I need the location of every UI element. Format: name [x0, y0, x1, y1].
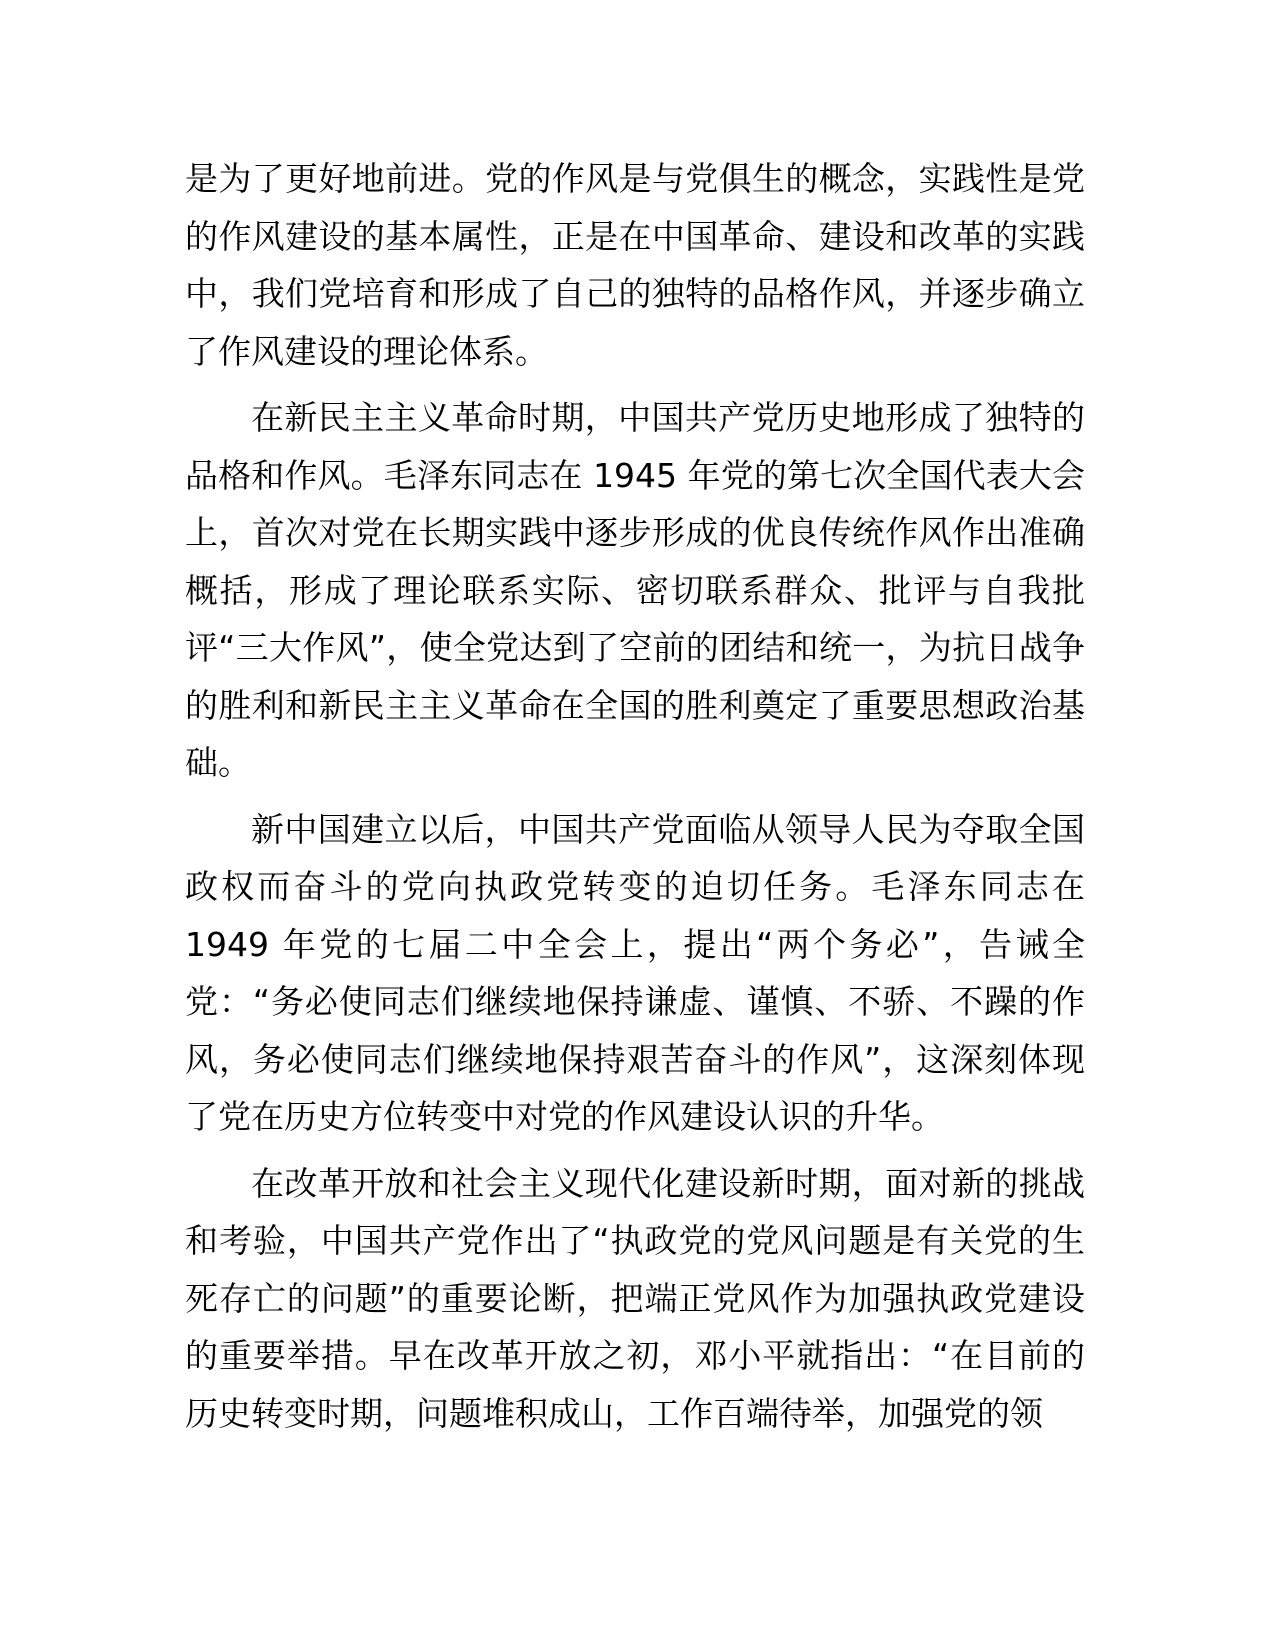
paragraph-continuation: 是为了更好地前进。党的作风是与党俱生的概念，实践性是党的作风建设的基本属性，正是在中国革命、建设和改革的实践中，我们党培育和形成了自己的独特的品格作风，并逐步确立了作风建设的理论体系。: [185, 159, 1085, 371]
paragraph-new-china-founding: 新中国建立以后，中国共产党面临从领导人民为夺取全国政权而奋斗的党向执政党转变的迫切任务。毛泽东同志在 1949 年党的七届二中全会上，提出“两个务必”，告诫全党：“务必使同志们继续地保持谦虚、谨慎、不骄、不躁的作风，务必使同志们继续地保持艰苦奋斗的作风”，这深刻体现了党在历史方位转变中对党的作风建设认识的升华。: [185, 809, 1085, 1136]
paragraph-reform-opening: 在改革开放和社会主义现代化建设新时期，面对新的挑战和考验，中国共产党作出了“执政党的党风问题是有关党的生死存亡的问题”的重要论断，把端正党风作为加强执政党建设的重要举措。早在改革开放之初，邓小平就指出：“在目前的历史转变时期，问题堆积成山，工作百端待举，加强党的领: [185, 1163, 1085, 1433]
paragraph-new-democratic-revolution: 在新民主主义革命时期，中国共产党历史地形成了独特的品格和作风。毛泽东同志在 1945 年党的第七次全国代表大会上，首次对党在长期实践中逐步形成的优良传统作风作出准确概括，形成了理论联系实际、密切联系群众、批评与自我批评“三大作风”，使全党达到了空前的团结和统一，为抗日战争的胜利和新民主主义革命在全国的胜利奠定了重要思想政治基础。: [185, 398, 1085, 782]
body-text: [185, 150, 1085, 1451]
